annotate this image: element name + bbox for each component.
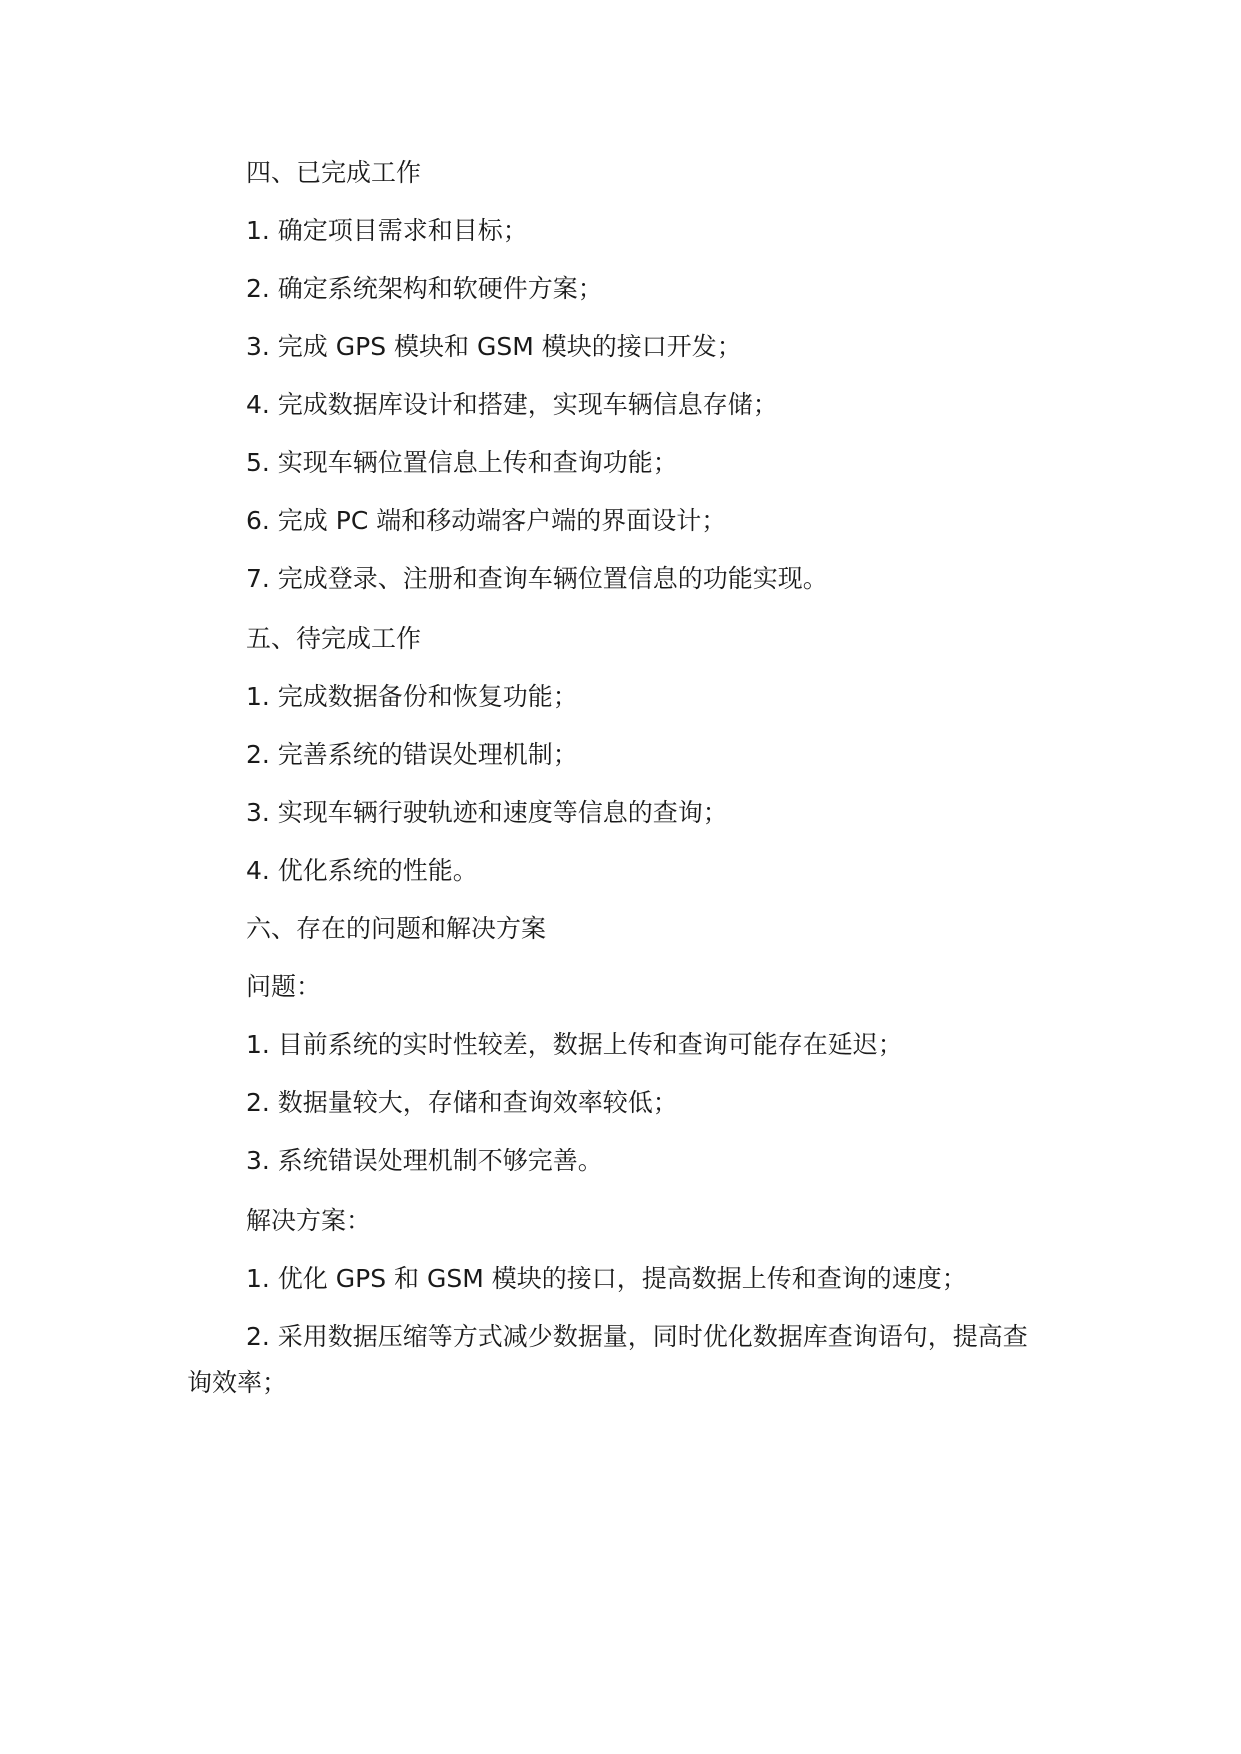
list-item: 4. 完成数据库设计和搭建，实现车辆信息存储； (246, 390, 778, 419)
list-item: 1. 目前系统的实时性较差，数据上传和查询可能存在延迟； (246, 1030, 903, 1059)
section-heading-completed-work: 四、已完成工作 (246, 158, 422, 187)
list-item: 6. 完成 PC 端和移动端客户端的界面设计； (246, 506, 727, 535)
list-item: 7. 完成登录、注册和查询车辆位置信息的功能实现。 (246, 564, 828, 593)
list-item: 2. 采用数据压缩等方式减少数据量，同时优化数据库查询语句，提高查询效率； (187, 1322, 1028, 1397)
section-heading-pending-work: 五、待完成工作 (246, 624, 422, 653)
list-item: 2. 确定系统架构和软硬件方案； (246, 274, 603, 303)
list-item: 2. 完善系统的错误处理机制； (246, 740, 578, 769)
list-item: 5. 实现车辆位置信息上传和查询功能； (246, 448, 678, 477)
list-item: 4. 优化系统的性能。 (246, 856, 478, 885)
list-item: 3. 系统错误处理机制不够完善。 (246, 1146, 603, 1175)
list-item: 1. 完成数据备份和恢复功能； (246, 682, 578, 711)
list-item: 2. 数据量较大，存储和查询效率较低； (246, 1088, 678, 1117)
list-item: 3. 实现车辆行驶轨迹和速度等信息的查询； (246, 798, 728, 827)
subheading-issues: 问题： (246, 972, 322, 1001)
subheading-solutions: 解决方案： (246, 1206, 372, 1235)
list-item: 1. 优化 GPS 和 GSM 模块的接口，提高数据上传和查询的速度； (246, 1264, 967, 1293)
list-item: 1. 确定项目需求和目标； (246, 216, 528, 245)
section-heading-issues-solutions: 六、存在的问题和解决方案 (246, 914, 547, 943)
list-item: 3. 完成 GPS 模块和 GSM 模块的接口开发； (246, 332, 742, 361)
